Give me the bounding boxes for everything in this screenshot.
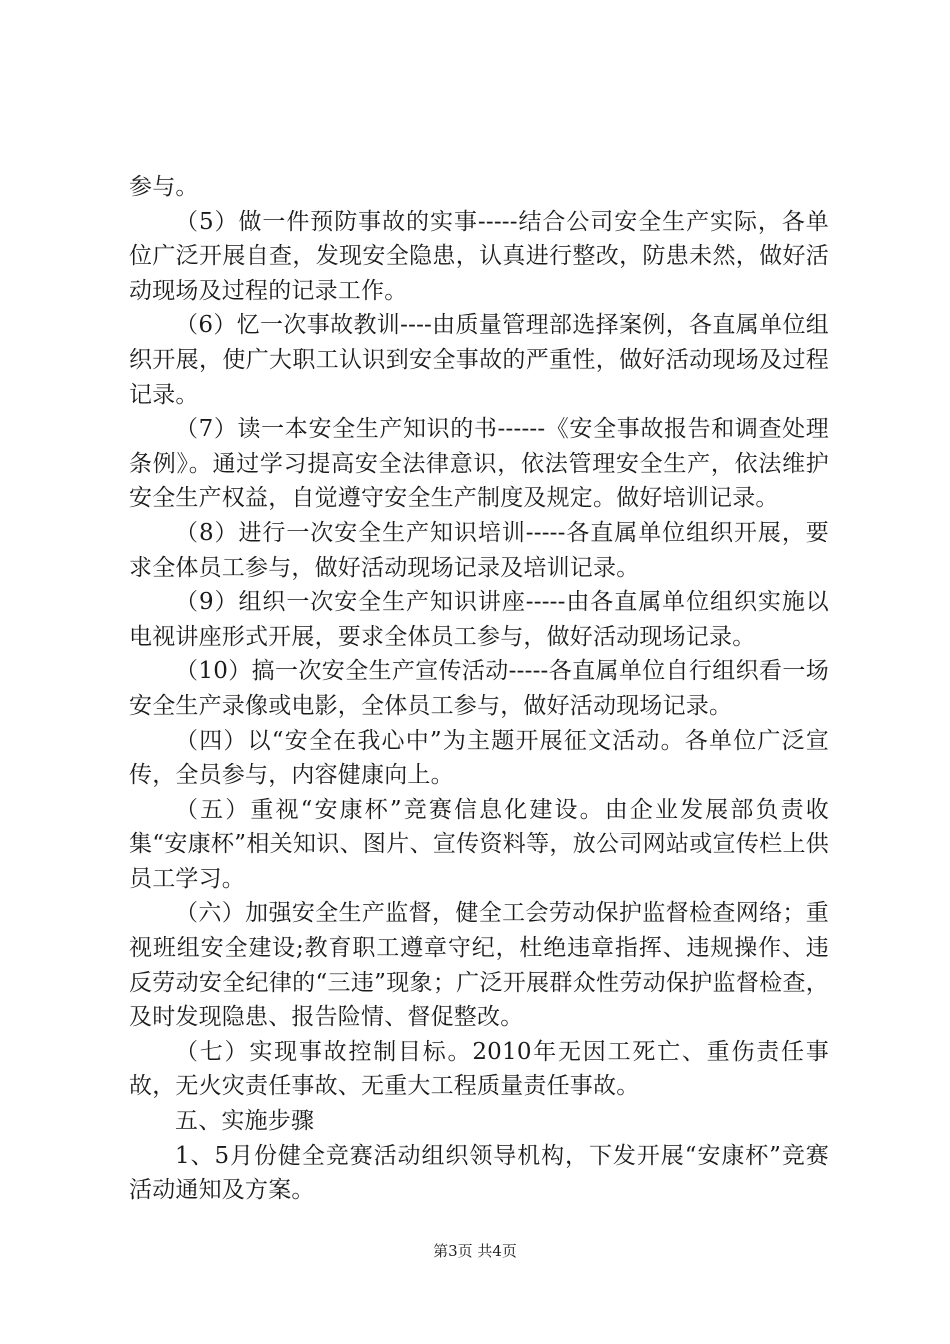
paragraph-section-6: （六）加强安全生产监督，健全工会劳动保护监督检查网络；重视班组安全建设;教育职工遵章守纪，杜绝违章指挥、违规操作、违反劳动安全纪律的“三违”现象；广泛开展群众性劳动保护监督检查，及时发现隐患、报告险情、督促整改。 bbox=[129, 900, 829, 1031]
paragraph-item-7: （7）读一本安全生产知识的书------《安全事故报告和调查处理条例》。通过学习提高安全法律意识，依法管理安全生产，依法维护安全生产权益，自觉遵守安全生产制度及规定。做好培训记录。 bbox=[129, 416, 829, 512]
paragraph-item-8: （8）进行一次安全生产知识培训-----各直属单位组织开展，要求全体员工参与，做好活动现场记录及培训记录。 bbox=[129, 519, 829, 581]
paragraph-section-4: （四）以“安全在我心中”为主题开展征文活动。各单位广泛宣传，全员参与，内容健康向上。 bbox=[129, 727, 829, 789]
document-body bbox=[129, 170, 829, 1208]
paragraph-step-1: 1、5月份健全竞赛活动组织领导机构，下发开展“安康杯”竞赛活动通知及方案。 bbox=[129, 1142, 829, 1204]
paragraph-item-9: （9）组织一次安全生产知识讲座-----由各直属单位组织实施以电视讲座形式开展，要求全体员工参与，做好活动现场记录。 bbox=[129, 589, 829, 650]
paragraph-item-5: （5）做一件预防事故的实事-----结合公司安全生产实际，各单位广泛开展自查，发现安全隐患，认真进行整改，防患未然，做好活动现场及过程的记录工作。 bbox=[129, 208, 829, 304]
section-heading-implementation-steps: 五、实施步骤 bbox=[175, 1108, 315, 1135]
paragraph-item-10: （10）搞一次安全生产宣传活动-----各直属单位自行组织看一场安全生产录像或电影，全体员工参与，做好活动现场记录。 bbox=[129, 658, 829, 719]
page-number-footer: 第3页 共4页 bbox=[433, 1242, 517, 1260]
paragraph-section-7: （七）实现事故控制目标。2010年无因工死亡、重伤责任事故，无火灾责任事故、无重大工程质量责任事故。 bbox=[129, 1038, 829, 1100]
paragraph-item-6: （6）忆一次事故教训----由质量管理部选择案例，各直属单位组织开展，使广大职工认识到安全事故的严重性，做好活动现场及过程记录。 bbox=[129, 312, 829, 408]
paragraph-section-5: （五）重视“安康杯”竞赛信息化建设。由企业发展部负责收集“安康杯”相关知识、图片、宣传资料等，放公司网站或宣传栏上供员工学习。 bbox=[129, 796, 829, 892]
paragraph-0: 参与。 bbox=[129, 174, 199, 200]
